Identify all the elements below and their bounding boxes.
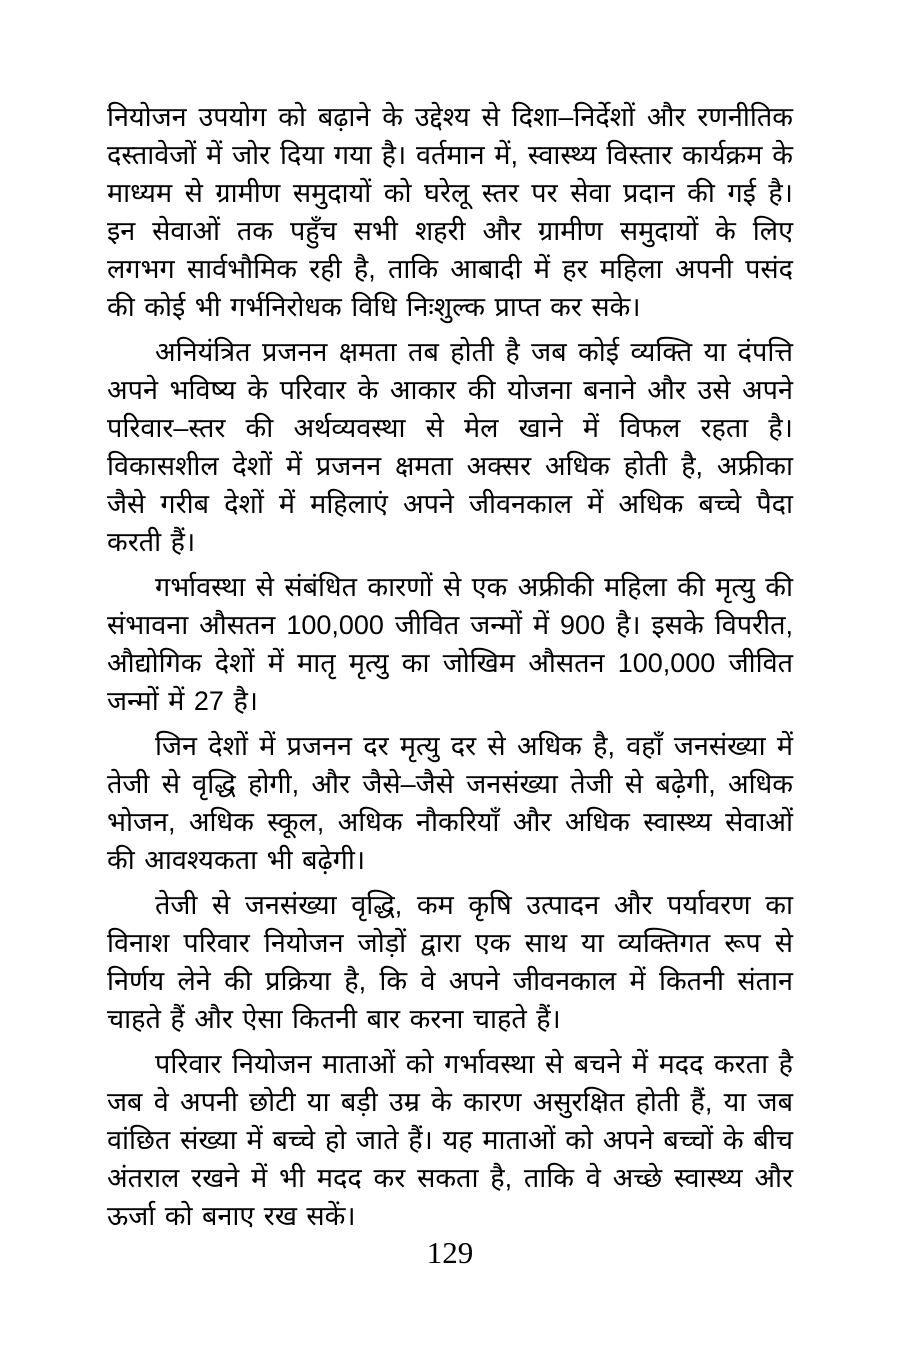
paragraph-2: अनियंत्रित प्रजनन क्षमता तब होती है जब कोई व्यक्ति या दंपत्ति अपने भविष्य के परिवार के आकार की योजना बनाने और उसे अपने परिवार–स्तर की अर्थव्यवस्था से मेल खाने में विफल रहता है। विकासशील देशों में प्रजनन क्षमता अक्सर अधिक होती है, अफ्रीका जैसे गरीब देशों में महिलाएं अपने जीवनकाल में अधिक बच्चे पैदा करती हैं।: [107, 337, 793, 557]
text-block: [107, 98, 793, 1242]
paragraph-3: गर्भावस्था से संबंधित कारणों से एक अफ्रीकी महिला की मृत्यु की संभावना औसतन 100,000 जीवित जन्मों में 900 है। इसके विपरीत, औद्योगिक देशों में मातृ मृत्यु का जोखिम औसतन 100,000 जीवित जन्मों में 27 है।: [107, 572, 793, 716]
paragraph-4: जिन देशों में प्रजनन दर मृत्यु दर से अधिक है, वहाँ जनसंख्या में तेजी से वृद्धि होगी, और जैसे–जैसे जनसंख्या तेजी से बढ़ेगी, अधिक भोजन, अधिक स्कूल, अधिक नौकरियाँ और अधिक स्वास्थ्य सेवाओं की आवश्यकता भी बढ़ेगी।: [107, 731, 793, 875]
page-number: 129: [426, 1235, 474, 1270]
paragraph-1: नियोजन उपयोग को बढ़ाने के उद्देश्य से दिशा–निर्देशों और रणनीतिक दस्तावेजों में जोर दिया गया है। वर्तमान में, स्वास्थ्य विस्तार कार्यक्रम के माध्यम से ग्रामीण समुदायों को घरेलू स्तर पर सेवा प्रदान की गई है। इन सेवाओं तक पहुँच सभी शहरी और ग्रामीण समुदायों के लिए लगभग सार्वभौमिक रही है, ताकि आबादी में हर महिला अपनी पसंद की कोई भी गर्भनिरोधक विधि निःशुल्क प्राप्त कर सके।: [107, 102, 793, 322]
paragraph-5: तेजी से जनसंख्या वृद्धि, कम कृषि उत्पादन और पर्यावरण का विनाश परिवार नियोजन जोड़ों द्वारा एक साथ या व्यक्तिगत रूप से निर्णय लेने की प्रक्रिया है, कि वे अपने जीवनकाल में कितनी संतान चाहते हैं और ऐसा कितनी बार करना चाहते हैं।: [107, 890, 793, 1034]
paragraph-6: परिवार नियोजन माताओं को गर्भावस्था से बचने में मदद करता है जब वे अपनी छोटी या बड़ी उम्र के कारण असुरक्षित होती हैं, या जब वांछित संख्या में बच्चे हो जाते हैं। यह माताओं को अपने बच्चों के बीच अंतराल रखने में भी मदद कर सकता है, ताकि वे अच्छे स्वास्थ्य और ऊर्जा को बनाए रख सकें।: [107, 1049, 793, 1231]
